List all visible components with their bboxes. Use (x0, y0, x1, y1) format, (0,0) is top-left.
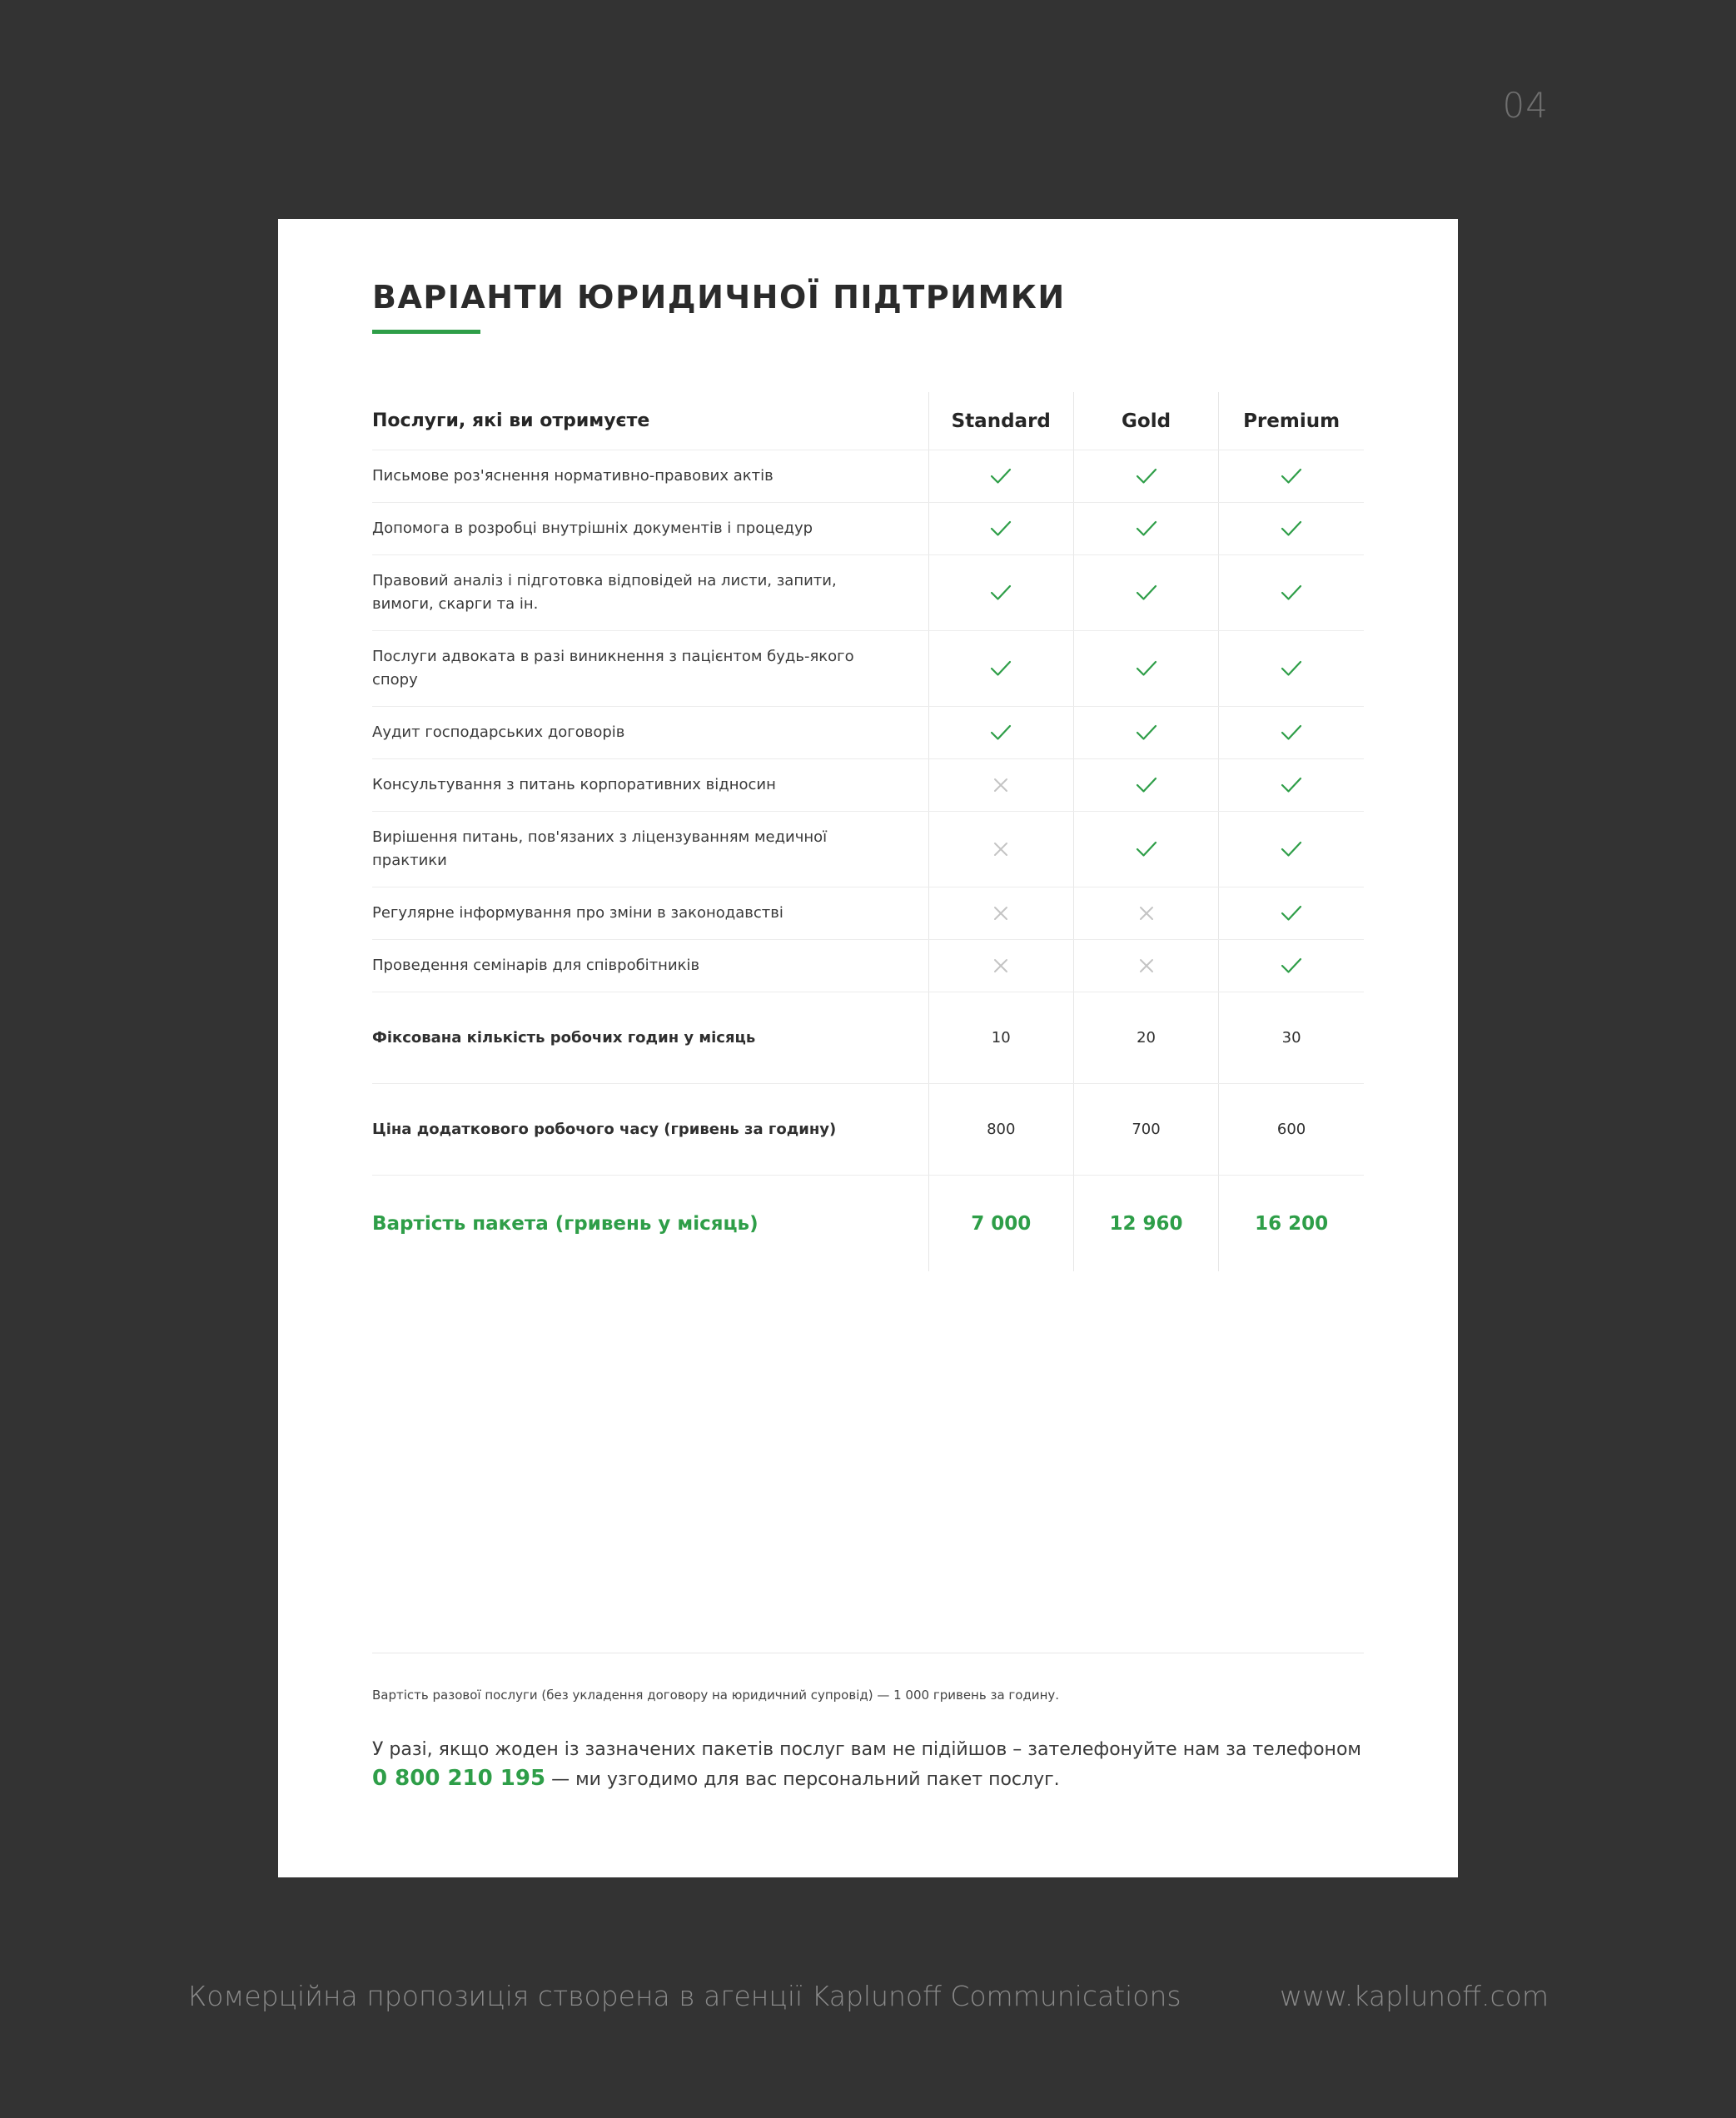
service-standard-cell (928, 450, 1073, 503)
service-gold-cell (1073, 631, 1218, 707)
check-icon (1281, 469, 1302, 483)
extra-price-row (372, 1084, 1364, 1176)
total-price-row (372, 1176, 1364, 1272)
extra-price-label: Ціна додаткового робочого часу (гривень за годину) (372, 1084, 928, 1176)
plan-header-premium: Premium (1219, 392, 1364, 450)
service-row (372, 555, 1364, 631)
check-icon (990, 585, 1012, 599)
service-row (372, 812, 1364, 887)
check-icon (1281, 725, 1302, 739)
check-icon (1136, 469, 1157, 483)
total-price-gold: 12 960 (1073, 1176, 1218, 1272)
service-premium-cell (1219, 759, 1364, 812)
extra-price-premium: 600 (1219, 1084, 1364, 1176)
service-label: Вирішення питань, пов'язаних з ліцензуванням медичної практики (372, 812, 928, 887)
service-standard-cell (928, 812, 1073, 887)
check-icon (1136, 585, 1157, 599)
check-icon (1136, 521, 1157, 535)
service-gold-cell (1073, 450, 1218, 503)
check-icon (1281, 906, 1302, 920)
plan-header-standard: Standard (928, 392, 1073, 450)
single-service-note: Вартість разової послуги (без укладення договору на юридичний супровід) — 1 000 гривень за годину. (372, 1688, 1060, 1703)
service-label: Письмове роз'яснення нормативно-правових актів (372, 450, 928, 503)
hours-standard: 10 (928, 992, 1073, 1084)
service-premium-cell (1219, 940, 1364, 992)
service-row (372, 450, 1364, 503)
service-gold-cell (1073, 887, 1218, 940)
service-row (372, 631, 1364, 707)
service-row (372, 503, 1364, 555)
contact-phone[interactable]: 0 800 210 195 (372, 1766, 546, 1791)
service-standard-cell (928, 631, 1073, 707)
services-column-header: Послуги, які ви отримуєте (372, 392, 928, 450)
service-standard-cell (928, 707, 1073, 759)
cross-icon (992, 842, 1009, 856)
plan-header-gold: Gold (1073, 392, 1218, 450)
cross-icon (1138, 906, 1155, 920)
service-label: Правовий аналіз і підготовка відповідей на листи, запити, вимоги, скарги та ін. (372, 555, 928, 631)
service-standard-cell (928, 759, 1073, 812)
service-standard-cell (928, 555, 1073, 631)
service-premium-cell (1219, 707, 1364, 759)
service-premium-cell (1219, 631, 1364, 707)
service-standard-cell (928, 503, 1073, 555)
service-row (372, 707, 1364, 759)
footer-website-link[interactable]: www.kaplunoff.com (1279, 1980, 1549, 2012)
page-number: 04 (1502, 85, 1549, 126)
check-icon (990, 661, 1012, 675)
service-gold-cell (1073, 555, 1218, 631)
contact-note (372, 1736, 1364, 1794)
cross-icon (992, 958, 1009, 972)
service-gold-cell (1073, 707, 1218, 759)
service-premium-cell (1219, 812, 1364, 887)
page-title: ВАРІАНТИ ЮРИДИЧНОЇ ПІДТРИМКИ (372, 279, 1066, 316)
service-premium-cell (1219, 450, 1364, 503)
cross-icon (1138, 958, 1155, 972)
service-label: Послуги адвоката в разі виникнення з пацієнтом будь-якого спору (372, 631, 928, 707)
service-premium-cell (1219, 887, 1364, 940)
extra-price-standard: 800 (928, 1084, 1073, 1176)
service-premium-cell (1219, 555, 1364, 631)
total-price-label: Вартість пакета (гривень у місяць) (372, 1212, 759, 1235)
check-icon (1281, 778, 1302, 792)
service-premium-cell (1219, 503, 1364, 555)
service-gold-cell (1073, 812, 1218, 887)
check-icon (1281, 842, 1302, 856)
service-standard-cell (928, 940, 1073, 992)
service-row (372, 887, 1364, 940)
check-icon (990, 725, 1012, 739)
hours-row (372, 992, 1364, 1084)
hours-label: Фіксована кількість робочих годин у місяць (372, 992, 928, 1084)
extra-price-gold: 700 (1073, 1084, 1218, 1176)
service-label: Регулярне інформування про зміни в законодавстві (372, 887, 928, 940)
cross-icon (992, 778, 1009, 792)
total-price-standard: 7 000 (928, 1176, 1073, 1272)
service-label: Допомога в розробці внутрішніх документів і процедур (372, 503, 928, 555)
contact-note-prefix: У разі, якщо жоден із зазначених пакетів послуг вам не підійшов – зателефонуйте нам за телефоном (372, 1739, 1361, 1760)
check-icon (1281, 958, 1302, 972)
plans-comparison-table (372, 392, 1364, 1271)
service-gold-cell (1073, 759, 1218, 812)
title-underline (372, 330, 480, 334)
table-header-row (372, 392, 1364, 450)
check-icon (1281, 521, 1302, 535)
total-price-premium: 16 200 (1219, 1176, 1364, 1272)
service-standard-cell (928, 887, 1073, 940)
service-row (372, 759, 1364, 812)
service-label: Аудит господарських договорів (372, 707, 928, 759)
check-icon (990, 469, 1012, 483)
check-icon (1136, 725, 1157, 739)
service-gold-cell (1073, 503, 1218, 555)
check-icon (1136, 661, 1157, 675)
check-icon (1136, 842, 1157, 856)
service-row (372, 940, 1364, 992)
cross-icon (992, 906, 1009, 920)
check-icon (1281, 585, 1302, 599)
check-icon (1281, 661, 1302, 675)
document-sheet (278, 219, 1458, 1877)
service-gold-cell (1073, 940, 1218, 992)
contact-note-suffix: — ми узгодимо для вас персональний пакет послуг. (545, 1769, 1060, 1790)
service-label: Проведення семінарів для співробітників (372, 940, 928, 992)
hours-premium: 30 (1219, 992, 1364, 1084)
check-icon (1136, 778, 1157, 792)
check-icon (990, 521, 1012, 535)
service-label: Консультування з питань корпоративних відносин (372, 759, 928, 812)
footer-agency-credit: Комерційна пропозиція створена в агенції Kaplunoff Communications (188, 1980, 1181, 2012)
hours-gold: 20 (1073, 992, 1218, 1084)
